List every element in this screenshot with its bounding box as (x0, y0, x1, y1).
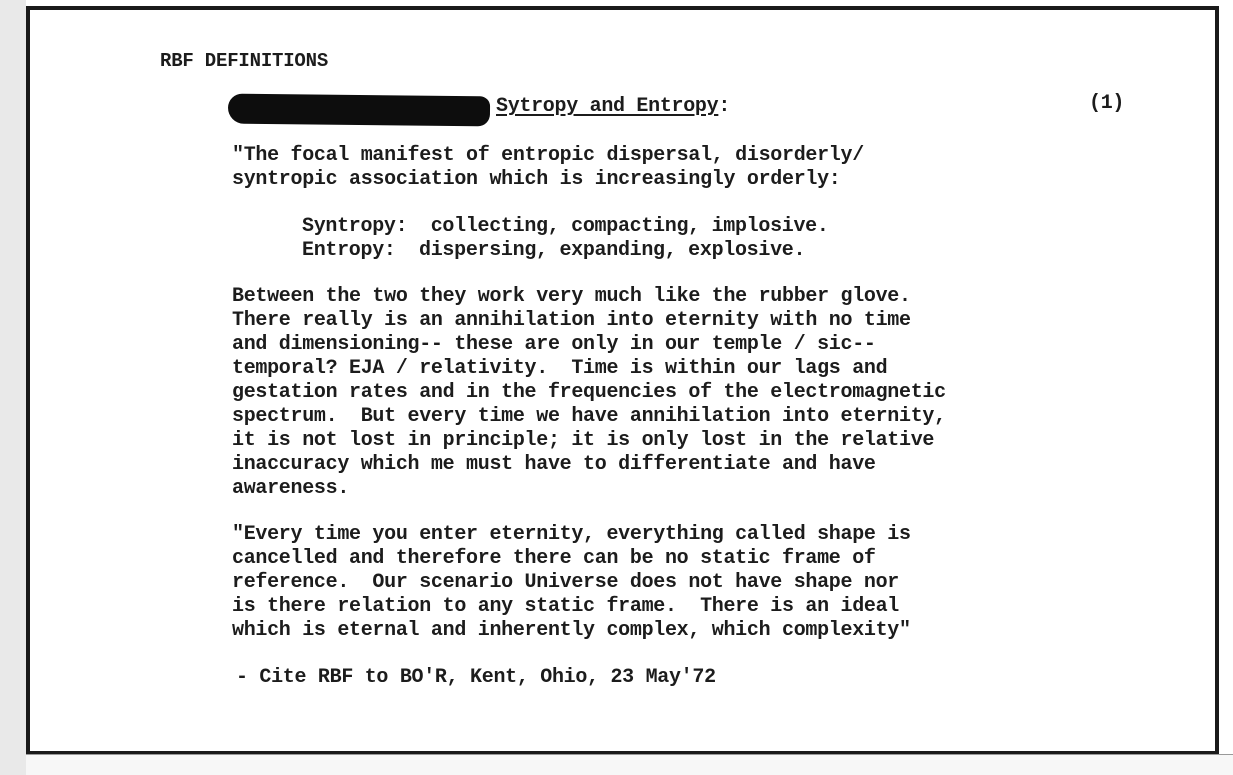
subtitle-colon: : (718, 95, 731, 118)
bottom-card-edge (26, 754, 1233, 775)
left-margin-strip (0, 0, 26, 775)
definitions-block: Syntropy: collecting, compacting, implosive. Entropy: dispersing, expanding, explosive. (302, 215, 829, 262)
redaction-mark (228, 94, 490, 127)
page-number: (1) (1089, 92, 1125, 115)
subtitle-text: Sytropy and Entropy (496, 95, 719, 118)
document-heading: RBF DEFINITIONS (160, 50, 329, 72)
document-subtitle (496, 95, 730, 119)
paragraph-quote: "Every time you enter eternity, everything called shape is cancelled and therefore there can be no static frame of reference. Our scenario Universe does not have shape nor is there relation to any static frame. There is an ideal which is eternal and inherently complex, which complexity" (232, 523, 911, 642)
citation-line: - Cite RBF to BO'R, Kent, Ohio, 23 May'72 (236, 666, 716, 689)
paragraph-body: Between the two they work very much like the rubber glove. There really is an annihilation into eternity with no time and dimensioning-- these are only in our temple / sic-- temporal? EJA / relativity. Time is within our lags and gestation rates and in the frequencies of the electromagnetic spectrum. But every time we have annihilation into eternity, it is not lost in principle; it is only lost in the relative inaccuracy which me must have to differentiate and have awareness. (232, 285, 946, 500)
paragraph-intro: "The focal manifest of entropic dispersal, disorderly/ syntropic association which is increasingly orderly: (232, 144, 864, 191)
